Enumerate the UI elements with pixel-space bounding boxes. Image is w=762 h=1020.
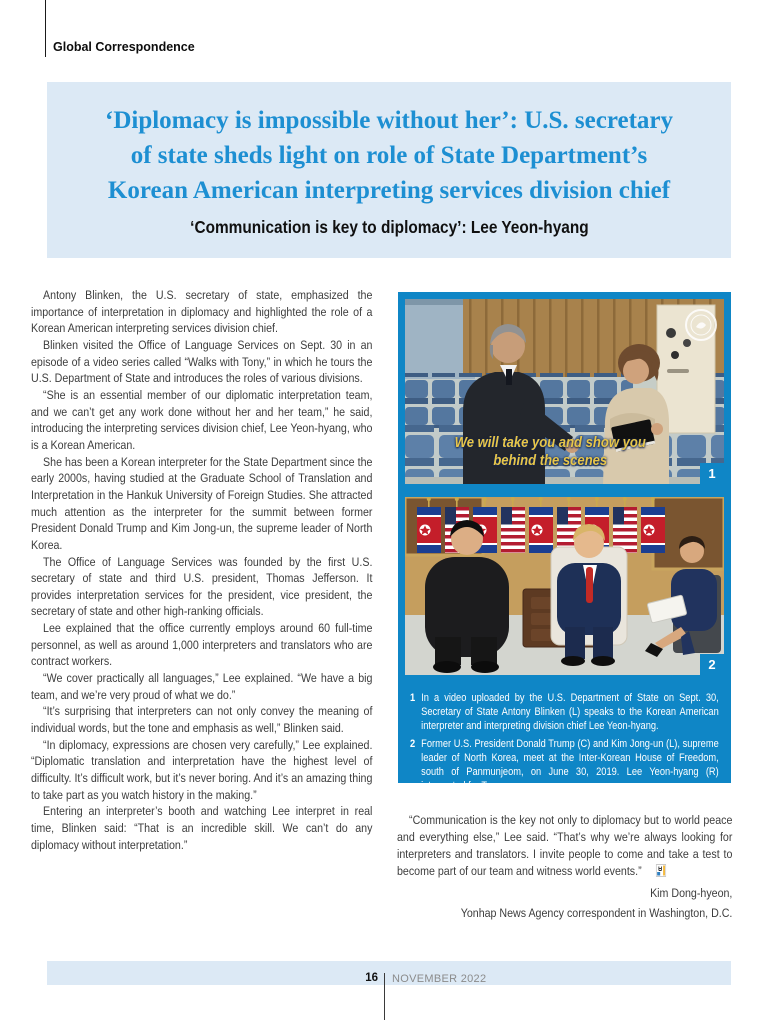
article-paragraph: Entering an interpreter’s booth and watching Lee interpret in real time, Blinken said: “That is an incredible skill. We can’t do any diplomacy without interpretation.” <box>31 804 373 852</box>
byline-role: Yonhap News Agency correspondent in Washington, D.C. <box>460 905 733 920</box>
caption-text: Former U.S. President Donald Trump (C) and Kim Jong-un (L), supreme leader of North Korea, meet at the Inter-Korean House of Freedom, south of Panmunjeom, on June 30, 2019. Lee Yeon-hyang (R) interpreted for Trump. <box>421 738 719 792</box>
state-seal-icon <box>686 310 716 340</box>
closing-paragraph: “Communication is the key not only to diplomacy but to world peace and everything else,” Lee said. “That’s why we’re always looking for interpreters and translators. I invite people to come and take a test to become part of our team and witness world events.” <box>397 813 733 878</box>
article-paragraph: Blinken visited the Office of Language Services on Sept. 30 in an episode of a video series called “Walks with Tony,” in which he tours the U.S. Department of State and introduces the roles of various divisions. <box>31 337 373 386</box>
subheadline: ‘Communication is key to diplomacy’: Lee Yeon-hyang <box>189 217 589 237</box>
caption-text: In a video uploaded by the U.S. Department of State on Sept. 30, Secretary of State Antony Blinken (L) speaks to the Korean American interpreter and interpreting division chief Lee Yeon-hyang. <box>421 692 719 732</box>
byline-name: Kim Dong-hyeon, <box>650 886 733 900</box>
article-paragraph: She has been a Korean interpreter for the State Department since the early 2000s, having studied at the Graduate School of Translation and Interpretation in the Hankuk University of Foreign Studies. She attracted much attention as the interpreter for the summit between former President Donald Trump and Kim Jong-un, the supreme leader of North Korea. <box>31 454 373 552</box>
article-column <box>31 287 372 853</box>
video-subtitle-line-2: behind the scenes <box>493 453 608 469</box>
video-subtitle-overlay <box>405 434 696 470</box>
video-subtitle-line-1: We will take you and show you <box>454 435 647 451</box>
caption-number: 2 <box>410 738 416 751</box>
section-label: Global Correspondence <box>53 40 195 54</box>
footer-divider <box>384 973 385 1020</box>
section-rule <box>45 0 46 57</box>
headline-line-1: ‘Diplomacy is impossible without her’: U.S. secretary <box>105 107 673 134</box>
caption-number: 1 <box>410 692 416 704</box>
photo-blinken-interpreter <box>405 299 724 484</box>
article-paragraph: Lee explained that the office currently employs around 60 full-time personnel, as well as around 1,000 interpreters and translators who are contract workers. <box>31 621 373 669</box>
page-number: 16 <box>365 972 378 984</box>
photo2-illustration <box>405 497 724 675</box>
caption-list <box>410 692 719 799</box>
caption-item <box>410 692 719 733</box>
article-paragraph: “It’s surprising that interpreters can not only convey the meaning of individual words, but the tone and emphasis as well,” Blinken said. <box>31 704 373 736</box>
article-paragraph: Antony Blinken, the U.S. secretary of state, emphasized the importance of interpretation in diplomacy and highlighted the role of a Korean American interpreting services division chief. <box>31 288 373 336</box>
photo-trump-kim-summit <box>405 497 724 675</box>
photo-badge-1: 1 <box>700 463 724 484</box>
article-paragraph: “We cover practically all languages,” Lee explained. “We have a big team, and we’re very proud of what we do.” <box>31 671 373 702</box>
closing-column <box>397 812 732 923</box>
article-paragraph: “In diplomacy, expressions are chosen very carefully,” Lee explained. “Diplomatic translation and interpretation have the highest level of difficulty. It’s difficult work, but it’s never boring. And it’s an amazing thing to take part as you watch history in the making.” <box>31 737 373 802</box>
media-panel <box>398 292 731 792</box>
article-paragraph: “She is an essential member of our diplomatic interpretation team, and we can’t get any work done without her and her team,” he said, introducing the interpreting services division chief, Lee Yeon-hyang, who is a Korean American. <box>31 387 373 452</box>
caption-item <box>410 738 719 793</box>
headline <box>47 82 731 208</box>
photo-badge-2: 2 <box>700 654 724 675</box>
headline-block <box>47 82 731 258</box>
byline <box>397 884 732 923</box>
issue-date: NOVEMBER 2022 <box>392 973 487 985</box>
article-paragraph: The Office of Language Services was founded by the first U.S. secretary of state and third U.S. president, Thomas Jefferson. It provides interpretation services for the president, vice president, the secretary of state and other high-ranking officials. <box>31 554 373 619</box>
headline-line-2: of state sheds light on role of State Department’s <box>130 142 648 169</box>
footer-band <box>47 961 731 985</box>
headline-line-3: Korean American interpreting services division chief <box>107 177 671 204</box>
endmark-icon <box>644 864 654 877</box>
